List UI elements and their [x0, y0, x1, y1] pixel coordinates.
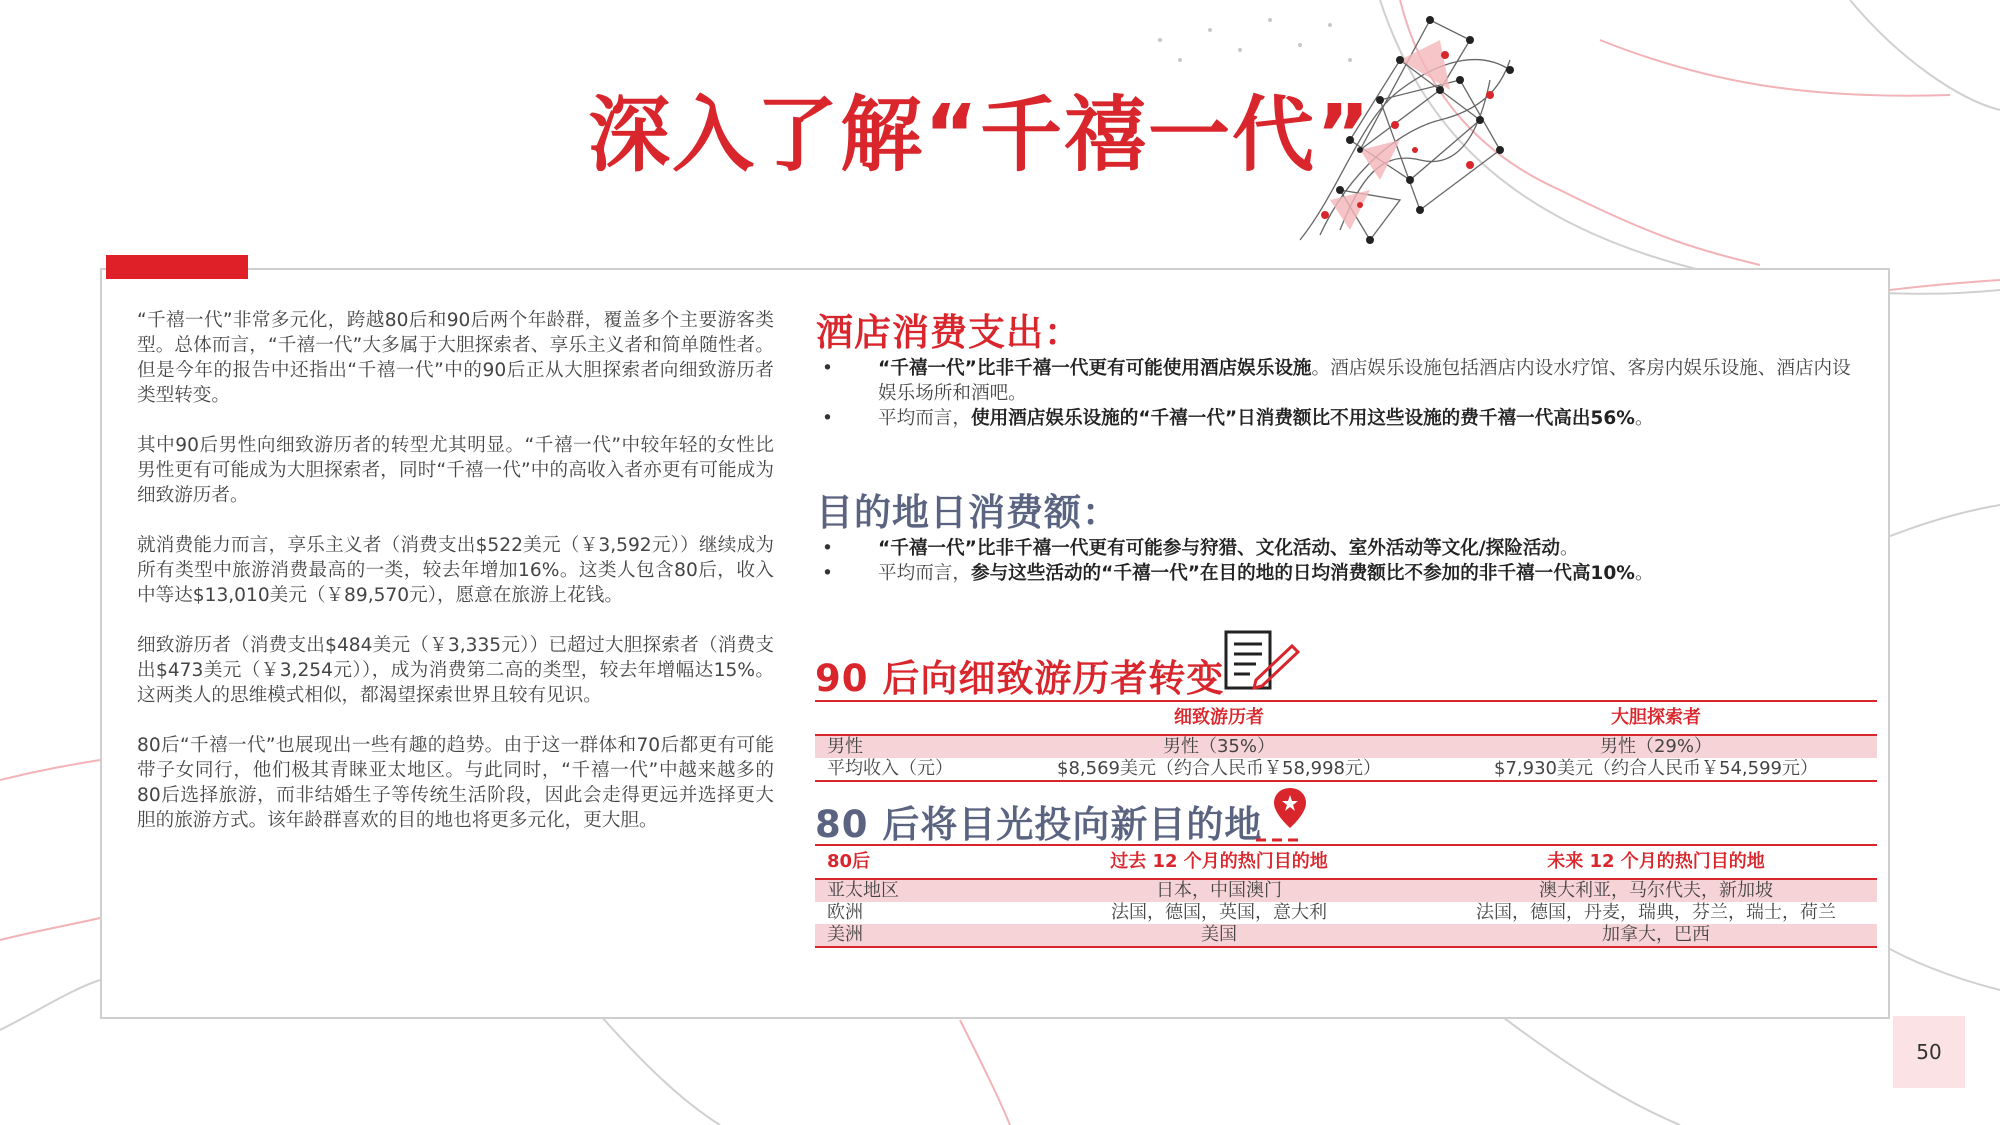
paragraph: “千禧一代”非常多元化，跨越80后和90后两个年龄群，覆盖多个主要游客类型。总体而言，“千禧一代”大多属于大胆探索者、享乐主义者和简单随性者。但是今年的报告中还指出“千禧一代”中的90后正从大胆探索者向细致游历者类型转变。: [137, 310, 774, 406]
column-header: 过去 12 个月的热门目的地: [1110, 851, 1328, 872]
row-label: 平均收入（元）: [827, 758, 953, 779]
cell: 日本，中国澳门: [1156, 880, 1282, 901]
paragraph: 80后“千禧一代”也展现出一些有趣的趋势。由于这一群体和70后都更有可能带子女同行，他们极其青睐亚太地区。与此同时，“千禧一代”中越来越多的80后选择旅游，而非结婚生子等传统生活阶段，因此会走得更远并选择更大胆的旅游方式。该年龄群喜欢的目的地也将更多元化，更大胆。: [137, 735, 774, 831]
map-pin-icon: [1252, 784, 1312, 848]
table-row: [815, 902, 1877, 924]
column-header: 细致游历者: [1174, 707, 1264, 728]
cell: 男性（35%）: [1162, 736, 1275, 757]
cell: $8,569美元（约合人民币￥58,998元）: [1057, 758, 1381, 779]
paragraph: 就消费能力而言，享乐主义者（消费支出$522美元（￥3,592元））继续成为所有类型中旅游消费最高的一类，较去年增加16%。这类人包含80后，收入中等达$13,010美元（￥89,570元），愿意在旅游上花钱。: [137, 535, 774, 606]
bullet-text: 。: [1634, 408, 1654, 429]
hotel-bullets: [822, 356, 1858, 431]
cell: 法国，德国，丹麦，瑞典，芬兰，瑞士，荷兰: [1476, 902, 1836, 923]
document-edit-icon: [1222, 628, 1300, 698]
bullet-text: 。: [1560, 538, 1579, 559]
shift-table: [815, 700, 1877, 782]
page-number: 50: [1893, 1016, 1965, 1088]
cell: 澳大利亚，马尔代夫，新加坡: [1539, 880, 1773, 901]
bullet-bold: “千禧一代”比非千禧一代更有可能使用酒店娱乐设施: [878, 358, 1312, 379]
table-row: [815, 736, 1877, 758]
bullet-item: [822, 561, 1858, 586]
cell: 美国: [1201, 924, 1237, 945]
paragraph: 其中90后男性向细致游历者的转型尤其明显。“千禧一代”中较年轻的女性比男性更有可能成为大胆探索者，同时“千禧一代”中的高收入者亦更有可能成为细致游历者。: [137, 435, 774, 506]
table-header: [815, 700, 1877, 736]
bullet-text: 平均而言，: [878, 408, 971, 429]
column-header: 未来 12 个月的热门目的地: [1547, 851, 1765, 872]
table-row: [815, 758, 1877, 782]
bullet-text: 。: [1634, 563, 1654, 584]
hotel-heading: 酒店消费支出：: [816, 311, 1082, 354]
bullet-text: 。酒店娱乐设施包括酒店内设水疗馆、客房内娱乐设施、酒店内设娱乐场所和酒吧。: [878, 358, 1851, 404]
cell: $7,930美元（约合人民币￥54,599元）: [1494, 758, 1818, 779]
bullet-item: [822, 536, 1858, 561]
row-label: 美洲: [827, 924, 863, 945]
page-title: 深入了解“千禧一代”: [588, 88, 1372, 183]
cell: 男性（29%）: [1599, 736, 1712, 757]
cell: 法国，德国，英国，意大利: [1111, 902, 1327, 923]
destination-bullets: [822, 536, 1858, 586]
table-header: [815, 844, 1877, 880]
accent-bar: [106, 255, 248, 279]
table-row: [815, 880, 1877, 902]
column-header: 80后: [827, 851, 871, 872]
destinations-table: [815, 844, 1877, 948]
bullet-item: [822, 406, 1858, 431]
destinations-heading: 80 后将目光投向新目的地: [815, 803, 1263, 846]
bullet-text: 平均而言，: [878, 563, 971, 584]
shift-heading: 90 后向细致游历者转变: [815, 657, 1225, 700]
bullet-bold: 参与这些活动的“千禧一代”在目的地的日均消费额比不参加的非千禧一代高10%: [970, 563, 1635, 584]
intro-text: [137, 308, 774, 858]
table-row: [815, 924, 1877, 948]
cell: 加拿大，巴西: [1602, 924, 1710, 945]
column-header: 大胆探索者: [1611, 707, 1701, 728]
row-label: 欧洲: [827, 902, 863, 923]
destination-heading: 目的地日消费额：: [816, 491, 1120, 534]
bullet-bold: “千禧一代”比非千禧一代更有可能参与狩猎、文化活动、室外活动等文化/探险活动: [878, 538, 1561, 559]
bullet-bold: 使用酒店娱乐设施的“千禧一代”日消费额比不用这些设施的费千禧一代高出56%: [970, 408, 1635, 429]
bullet-item: [822, 356, 1858, 406]
paragraph: 细致游历者（消费支出$484美元（￥3,335元））已超过大胆探索者（消费支出$473美元（￥3,254元）），成为消费第二高的类型，较去年增幅达15%。这两类人的思维模式相似，都渴望探索世界且较有见识。: [137, 635, 774, 706]
row-label: 男性: [827, 736, 863, 757]
row-label: 亚太地区: [827, 880, 899, 901]
